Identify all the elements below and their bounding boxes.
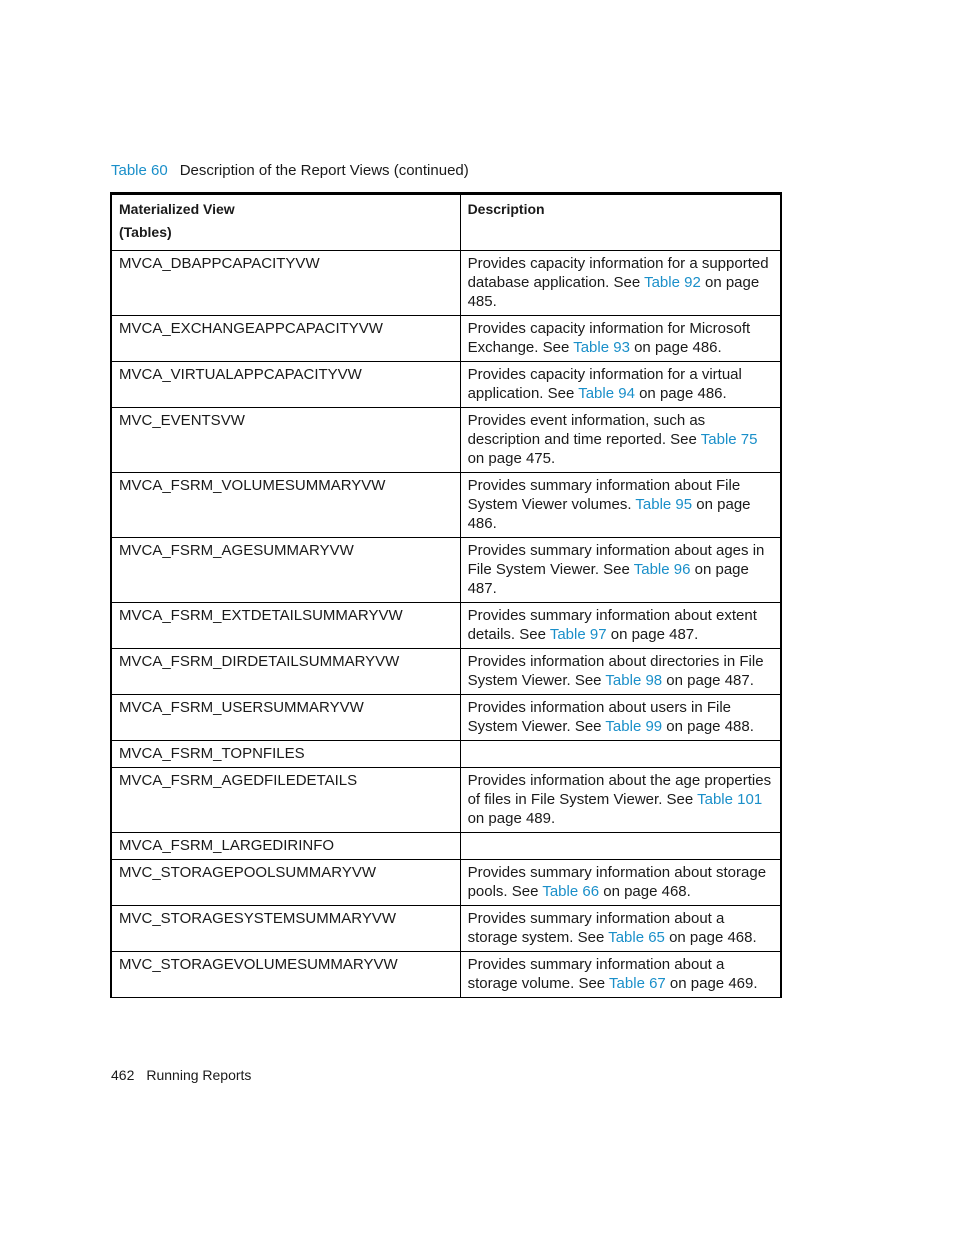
header-description: Description [460, 194, 781, 251]
page-reference-text: on page 468. [599, 883, 691, 900]
view-name-cell: MVCA_FSRM_USERSUMMARYVW [111, 695, 460, 741]
view-name-cell: MVCA_FSRM_DIRDETAILSUMMARYVW [111, 649, 460, 695]
view-name-cell: MVCA_FSRM_EXTDETAILSUMMARYVW [111, 603, 460, 649]
view-name-cell: MVCA_EXCHANGEAPPCAPACITYVW [111, 316, 460, 362]
description-text: Provides summary information about a storage volume. See [467, 956, 725, 992]
page-reference-text: on page 487. [662, 672, 754, 689]
description-text: Provides capacity information for Microsoft Exchange. See [467, 320, 751, 356]
table-reference-link[interactable]: Table 96 [633, 561, 691, 578]
description-text: Provides summary information about File System Viewer volumes. [467, 477, 741, 513]
page-reference-text: on page 489. [467, 810, 556, 827]
view-name-cell: MVCA_VIRTUALAPPCAPACITYVW [111, 362, 460, 408]
description-cell [460, 649, 781, 695]
report-views-table [110, 192, 782, 998]
page-reference-text: on page 487. [467, 561, 749, 597]
view-name-cell: MVCA_FSRM_VOLUMESUMMARYVW [111, 473, 460, 538]
view-name-cell: MVC_STORAGESYSTEMSUMMARYVW [111, 906, 460, 952]
page-number: 462 [111, 1067, 135, 1083]
table-row [111, 860, 781, 906]
table-row [111, 362, 781, 408]
description-text: Provides summary information about extent details. See [467, 607, 757, 643]
table-number-link[interactable]: Table 60 [111, 162, 168, 179]
page-reference-text: on page 468. [664, 929, 757, 946]
table-header-row [111, 194, 781, 251]
table-row [111, 768, 781, 833]
view-name-cell: MVCA_FSRM_AGEDFILEDETAILS [111, 768, 460, 833]
view-name-cell: MVCA_FSRM_LARGEDIRINFO [111, 833, 460, 860]
description-text: Provides information about directories in File System Viewer. See [467, 653, 764, 689]
description-cell [460, 741, 781, 768]
description-cell [460, 408, 781, 473]
description-cell [460, 768, 781, 833]
view-name-cell: MVC_EVENTSVW [111, 408, 460, 473]
description-text: Provides summary information about a storage system. See [467, 910, 725, 946]
description-cell [460, 833, 781, 860]
view-name-cell: MVCA_DBAPPCAPACITYVW [111, 251, 460, 316]
table-reference-link[interactable]: Table 101 [697, 791, 763, 808]
table-row [111, 603, 781, 649]
description-cell [460, 952, 781, 998]
table-reference-link[interactable]: Table 94 [578, 385, 635, 402]
description-text: Provides summary information about storage pools. See [467, 864, 767, 900]
description-cell [460, 906, 781, 952]
description-cell [460, 251, 781, 316]
table-row [111, 538, 781, 603]
page-reference-text: on page 486. [634, 385, 727, 402]
page-reference-text: on page 475. [467, 450, 556, 467]
description-text: Provides capacity information for a virtual application. See [467, 366, 742, 402]
table-reference-link[interactable]: Table 92 [644, 274, 701, 291]
description-cell [460, 603, 781, 649]
table-row [111, 408, 781, 473]
view-name-cell: MVC_STORAGEVOLUMESUMMARYVW [111, 952, 460, 998]
page-reference-text: on page 485. [467, 274, 760, 310]
table-reference-link[interactable]: Table 98 [605, 672, 663, 689]
header-materialized-view [111, 194, 460, 251]
table-row [111, 473, 781, 538]
table-row [111, 741, 781, 768]
table-row [111, 251, 781, 316]
table-reference-link[interactable]: Table 97 [549, 626, 607, 643]
table-reference-link[interactable]: Table 66 [542, 883, 600, 900]
description-cell [460, 695, 781, 741]
table-reference-link[interactable]: Table 95 [635, 496, 693, 513]
page-reference-text: on page 486. [629, 339, 722, 356]
page-reference-text: on page 469. [665, 975, 758, 992]
table-row [111, 906, 781, 952]
description-text: Provides summary information about ages in File System Viewer. See [467, 542, 765, 578]
table-row [111, 649, 781, 695]
table-row [111, 695, 781, 741]
description-cell [460, 538, 781, 603]
description-cell [460, 362, 781, 408]
description-text: Provides information about the age properties of files in File System Viewer. See [467, 772, 772, 808]
description-text: Provides information about users in File System Viewer. See [467, 699, 732, 735]
description-text: Provides event information, such as description and time reported. See [467, 412, 706, 448]
view-name-cell: MVCA_FSRM_TOPNFILES [111, 741, 460, 768]
table-row [111, 833, 781, 860]
table-row [111, 316, 781, 362]
table-reference-link[interactable]: Table 65 [608, 929, 665, 946]
table-caption [111, 162, 469, 179]
description-text: Provides capacity information for a supported database application. See [467, 255, 769, 291]
table-reference-link[interactable]: Table 75 [700, 431, 758, 448]
header-col1-line1: Materialized View [119, 201, 235, 217]
description-cell [460, 860, 781, 906]
description-cell [460, 316, 781, 362]
page-reference-text: on page 486. [467, 496, 751, 532]
page-reference-text: on page 488. [662, 718, 754, 735]
table-body [111, 251, 781, 998]
page-footer [111, 1067, 251, 1083]
description-cell [460, 473, 781, 538]
view-name-cell: MVC_STORAGEPOOLSUMMARYVW [111, 860, 460, 906]
table-caption-text: Description of the Report Views (continued) [179, 162, 469, 179]
table-reference-link[interactable]: Table 93 [573, 339, 630, 356]
header-col1-line2: (Tables) [119, 224, 172, 240]
page-reference-text: on page 487. [606, 626, 699, 643]
table-reference-link[interactable]: Table 67 [609, 975, 666, 992]
view-name-cell: MVCA_FSRM_AGESUMMARYVW [111, 538, 460, 603]
table-row [111, 952, 781, 998]
footer-section: Running Reports [146, 1067, 252, 1083]
table-reference-link[interactable]: Table 99 [605, 718, 663, 735]
